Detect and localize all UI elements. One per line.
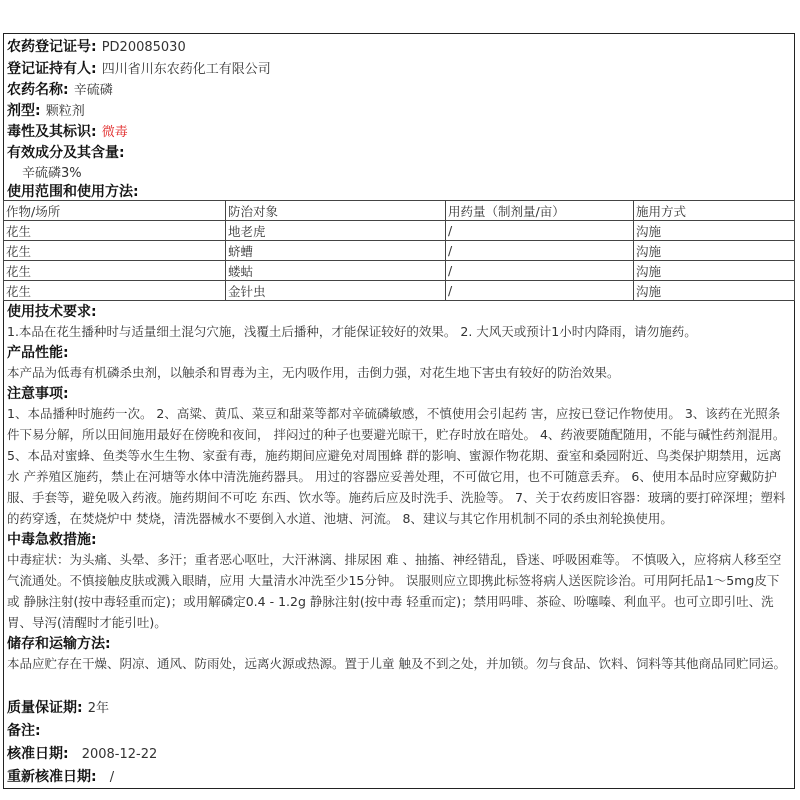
holder-label: 登记证持有人: — [7, 61, 97, 77]
holder-value: 四川省川东农药化工有限公司 — [101, 62, 271, 77]
usage-cell-crop: 花生 — [4, 241, 226, 261]
product-performance-label: 产品性能: — [7, 345, 69, 361]
first-aid-text: 中毒症状：为头痛、头晕、多汗；重者恶心呕吐，大汗淋漓、排尿困 难 、抽搐、神经错乱，昏迷、呼吸困难等。 不慎吸入，应将病人移至空气流通处。不慎接触皮肤或溅入眼睛，应用 大量清水冲洗至少15分钟。 误服则应立即携此标签将病人送医院诊治。可用阿托品1～5mg皮下或 静脉注射(按中毒轻重而定)；或用解磷定0.4 - 1.2g 静脉注射(按中毒 轻重而定)；禁用吗啡、茶硷、吩噻嗪、利血平。也可立即引吐、洗 胃、导泻(清醒时才能引吐)。 — [7, 552, 782, 630]
remarks-row — [4, 718, 794, 741]
holder-row — [4, 57, 794, 78]
active-ingredients-value-row — [4, 162, 794, 182]
storage-text: 本品应贮存在干燥、阴凉、通风、防雨处，远离火源或热源。置于儿童 触及不到之处，并加锁。勿与食品、饮料、饲料等其他商品同贮同运。 — [7, 656, 786, 671]
product-performance-heading — [4, 342, 794, 362]
approval-date-label: 核准日期: — [7, 746, 69, 762]
usage-table-header — [4, 201, 795, 221]
registration-number-value: PD20085030 — [101, 40, 186, 55]
usage-cell-crop: 花生 — [4, 281, 226, 301]
technical-requirements-text: 1.本品在花生播种时与适量细土混匀穴施，浅覆土后播种，才能保证较好的效果。 2. 大风天或预计1小时内降雨，请勿施药。 — [7, 324, 697, 339]
storage-heading — [4, 633, 794, 653]
remarks-label: 备注: — [7, 723, 41, 739]
usage-heading-row — [4, 182, 794, 200]
formulation-value: 颗粒剂 — [45, 104, 85, 119]
registration-number-row — [4, 34, 794, 57]
table-row — [4, 241, 795, 261]
usage-cell-crop: 花生 — [4, 261, 226, 281]
active-ingredients-label: 有效成分及其含量: — [7, 145, 125, 161]
approval-date-value: 2008-12-22 — [81, 747, 158, 762]
usage-header-target: 防治对象 — [226, 201, 446, 221]
reapproval-date-value: / — [109, 770, 115, 785]
registration-document — [3, 33, 795, 789]
storage-label: 储存和运输方法: — [7, 636, 111, 652]
usage-header-crop: 作物/场所 — [4, 201, 226, 221]
precautions-heading — [4, 383, 794, 403]
usage-label: 使用范围和使用方法: — [7, 184, 139, 200]
usage-cell-crop: 花生 — [4, 221, 226, 241]
table-row — [4, 221, 795, 241]
usage-cell-target: 蛴螬 — [226, 241, 446, 261]
shelf-life-value: 2年 — [87, 701, 109, 716]
table-row — [4, 261, 795, 281]
usage-header-dosage: 用药量（制剂量/亩） — [446, 201, 634, 221]
precautions-label: 注意事项: — [7, 386, 69, 402]
usage-cell-method: 沟施 — [634, 261, 795, 281]
active-ingredients-value: 辛硫磷3% — [22, 166, 82, 181]
pesticide-name-value: 辛硫磷 — [73, 83, 113, 98]
usage-cell-target: 蝼蛄 — [226, 261, 446, 281]
usage-cell-method: 沟施 — [634, 281, 795, 301]
first-aid-heading — [4, 529, 794, 549]
product-performance-text: 本产品为低毒有机磷杀虫剂，以触杀和胃毒为主，无内吸作用，击倒力强，对花生地下害虫有较好的防治效果。 — [7, 365, 620, 380]
pesticide-name-row — [4, 78, 794, 99]
registration-number-label: 农药登记证号: — [7, 39, 97, 55]
toxicity-label: 毒性及其标识: — [7, 124, 97, 140]
usage-cell-dosage: / — [446, 221, 634, 241]
usage-cell-target: 金针虫 — [226, 281, 446, 301]
formulation-label: 剂型: — [7, 103, 41, 119]
shelf-life-row — [4, 695, 794, 718]
table-row — [4, 281, 795, 301]
usage-cell-target: 地老虎 — [226, 221, 446, 241]
usage-cell-dosage: / — [446, 281, 634, 301]
usage-cell-method: 沟施 — [634, 241, 795, 261]
approval-date-row — [4, 741, 794, 764]
usage-header-method: 施用方式 — [634, 201, 795, 221]
technical-requirements-label: 使用技术要求: — [7, 304, 97, 320]
pesticide-name-label: 农药名称: — [7, 82, 69, 98]
reapproval-date-row — [4, 764, 794, 788]
precautions-text: 1、本品播种时施药一次。 2、高粱、黄瓜、菜豆和甜菜等都对辛硫磷敏感，不慎使用会引起药 害，应按已登记作物使用。 3、该药在光照条件下易分解，所以田间施用最好在傍晚和夜间， 拌闷过的种子也要避光晾干，贮存时放在暗处。 4、药液要随配随用，不能与碱性药剂混用。 5、本品对蜜蜂、鱼类等水生生物、家蚕有毒，施药期间应避免对周围蜂 群的影响、蜜源作物花期、蚕室和桑园附近、鸟类保护期禁用，远离水 产养殖区施药，禁止在河塘等水体中清洗施药器具。 用过的容器应妥善处理，不可做它用，也不可随意丢弃。 6、使用本品时应穿戴防护服、手套等，避免吸入药液。施药期间不可吃 东西、饮水等。施药后应及时洗手、洗脸等。 7、关于农药废旧容器：玻璃的要打碎深埋；塑料的药穿透，在焚烧炉中 焚烧，清洗器械水不要倒入水道、池塘、河流。 8、建议与其它作用机制不同的杀虫剂轮换使用。 — [7, 406, 786, 526]
active-ingredients-row — [4, 142, 794, 162]
technical-requirements-heading — [4, 301, 794, 321]
reapproval-date-label: 重新核准日期: — [7, 769, 97, 785]
usage-table — [3, 200, 795, 301]
usage-cell-method: 沟施 — [634, 221, 795, 241]
formulation-row — [4, 99, 794, 120]
usage-cell-dosage: / — [446, 261, 634, 281]
first-aid-label: 中毒急救措施: — [7, 532, 97, 548]
toxicity-value: 微毒 — [101, 125, 128, 140]
toxicity-row — [4, 120, 794, 142]
usage-cell-dosage: / — [446, 241, 634, 261]
shelf-life-label: 质量保证期: — [7, 700, 83, 716]
